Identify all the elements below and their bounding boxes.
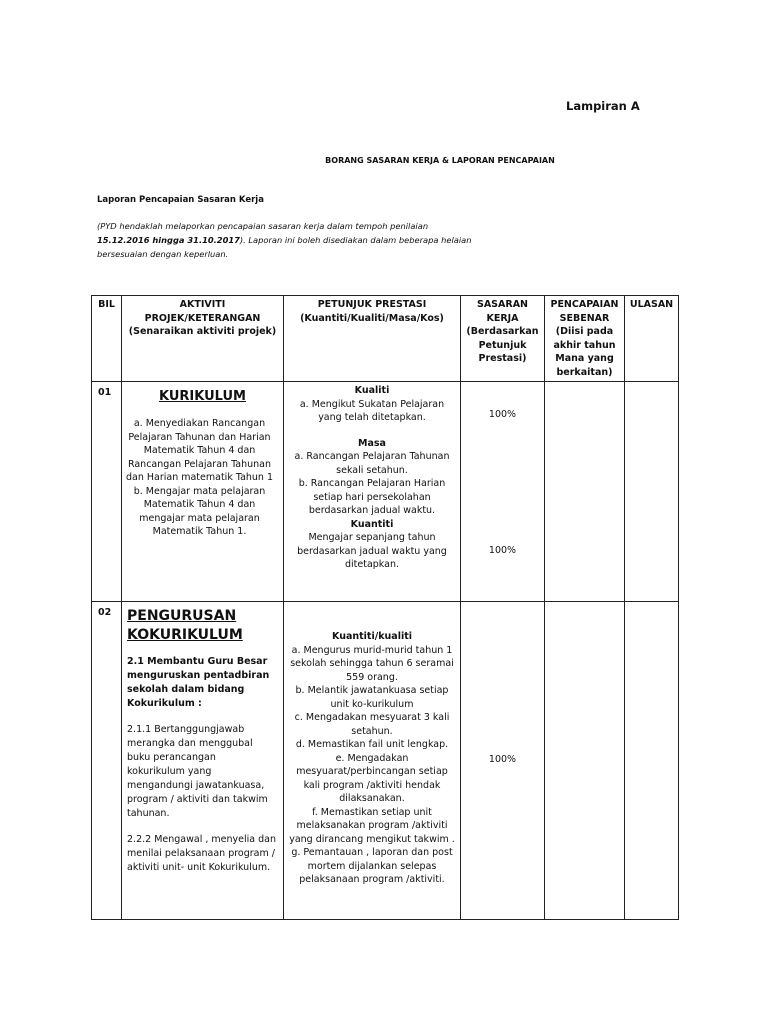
row1-aktiviti	[122, 382, 284, 602]
header-bil: BIL	[92, 296, 122, 382]
row2-ulasan	[625, 602, 679, 920]
row2-sasaran	[461, 602, 545, 920]
note-date: 15.12.2016 hingga 31.10.2017	[97, 235, 240, 245]
row1-item-a: a. Menyediakan Rancangan Pelajaran Tahunan dan Harian Matematik Tahun 4 dan Rancangan Pelajaran Tahunan dan Harian matematik Tahun 1	[125, 418, 274, 483]
row2-para-2-1-1: 2.1.1 Bertanggungjawab merangka dan menggubal buku perancangan kokurikulum yang mengandungi jawatankuasa, program / aktiviti dan takwim tahunan.	[127, 724, 268, 819]
row2-kk-g: g. Pemantauan , laporan dan post mortem dijalankan selepas pelaksanaan program /aktiviti.	[291, 847, 453, 885]
row1-kuantiti-text: Mengajar sepanjang tahun berdasarkan jadual waktu yang ditetapkan.	[297, 532, 447, 570]
row1-masa-label: Masa	[358, 437, 386, 449]
header-petunjuk: PETUNJUK PRESTASI (Kuantiti/Kualiti/Masa/Kos)	[284, 296, 461, 382]
row2-kk-c: c. Mengadakan mesyuarat 3 kali setahun.	[294, 712, 450, 737]
row1-bil: 01	[92, 382, 122, 602]
target-report-table	[91, 295, 679, 920]
note-line-2: ). Laporan ini boleh disediakan dalam beberapa helaian	[239, 235, 472, 245]
row1-masa-a: a. Rancangan Pelajaran Tahunan sekali setahun.	[294, 451, 450, 476]
row1-kualiti-a: a. Mengikut Sukatan Pelajaran yang telah ditetapkan.	[299, 398, 445, 423]
row2-kk-a: a. Mengurus murid-murid tahun 1 sekolah sehingga tahun 6 seramai 559 orang.	[290, 644, 454, 683]
row2-bil: 02	[92, 602, 122, 920]
row2-title: PENGURUSAN KOKURIKULUM	[127, 608, 243, 643]
row1-ulasan	[625, 382, 679, 602]
form-title: BORANG SASARAN KERJA & LAPORAN PENCAPAIAN	[325, 156, 555, 165]
row2-pencapaian	[545, 602, 625, 920]
row1-sasaran-2: 100%	[488, 544, 517, 556]
row2-kk-label: Kuantiti/kualiti	[332, 631, 412, 642]
row2-petunjuk	[284, 602, 461, 920]
row1-kualiti-label: Kualiti	[354, 385, 390, 396]
row2-sub-2-1: 2.1 Membantu Guru Besar menguruskan pentadbiran sekolah dalam bidang Kokurikulum :	[127, 656, 270, 709]
header-sasaran: SASARAN KERJA (Berdasarkan Petunjuk Prestasi)	[461, 296, 545, 382]
row1-item-b: b. Mengajar mata pelajaran Matematik Tahun 4 dan mengajar mata pelajaran Matematik Tahun 1.	[133, 485, 266, 537]
header-pencapaian: PENCAPAIAN SEBENAR (Diisi pada akhir tahun Mana yang berkaitan)	[545, 296, 625, 382]
note-line-1: (PYD hendaklah melaporkan pencapaian sasaran kerja dalam tempoh penilaian	[97, 221, 429, 231]
row1-petunjuk	[284, 382, 461, 602]
instruction-note	[97, 219, 487, 261]
report-heading: Laporan Pencapaian Sasaran Kerja	[97, 195, 264, 205]
table-row	[92, 602, 679, 920]
row2-aktiviti	[122, 602, 284, 920]
note-line-3: bersesuaian dengan keperluan.	[97, 249, 229, 259]
row1-title: KURIKULUM	[159, 389, 246, 404]
row2-kk-e: e. Mengadakan mesyuarat/perbincangan setiap kali program /aktiviti hendak dilaksanakan.	[296, 752, 448, 804]
table-row	[92, 382, 679, 602]
table-header-row	[92, 296, 679, 382]
row1-pencapaian	[545, 382, 625, 602]
header-aktiviti: AKTIVITI PROJEK/KETERANGAN (Senaraikan aktiviti projek)	[122, 296, 284, 382]
row2-kk-f: f. Memastikan setiap unit melaksanakan program /aktiviti yang dirancang mengikut takwim .	[289, 806, 455, 845]
row2-para-2-2-2: 2.2.2 Mengawal , menyelia dan menilai pelaksanaan program / aktiviti unit- unit Kokurikulum.	[127, 834, 276, 873]
row2-kk-b: b. Melantik jawatankuasa setiap unit ko-kurikulum	[295, 685, 449, 710]
lampiran-label: Lampiran A	[566, 99, 640, 113]
row1-masa-b: b. Rancangan Pelajaran Harian setiap hari persekolahan berdasarkan jadual waktu.	[298, 478, 446, 516]
row2-sasaran-value: 100%	[488, 754, 517, 765]
header-ulasan: ULASAN	[625, 296, 679, 382]
row1-kuantiti-label: Kuantiti	[350, 518, 394, 530]
row2-kk-d: d. Memastikan fail unit lengkap.	[295, 739, 449, 750]
row1-sasaran-1: 100%	[488, 409, 517, 420]
row1-sasaran	[461, 382, 545, 602]
